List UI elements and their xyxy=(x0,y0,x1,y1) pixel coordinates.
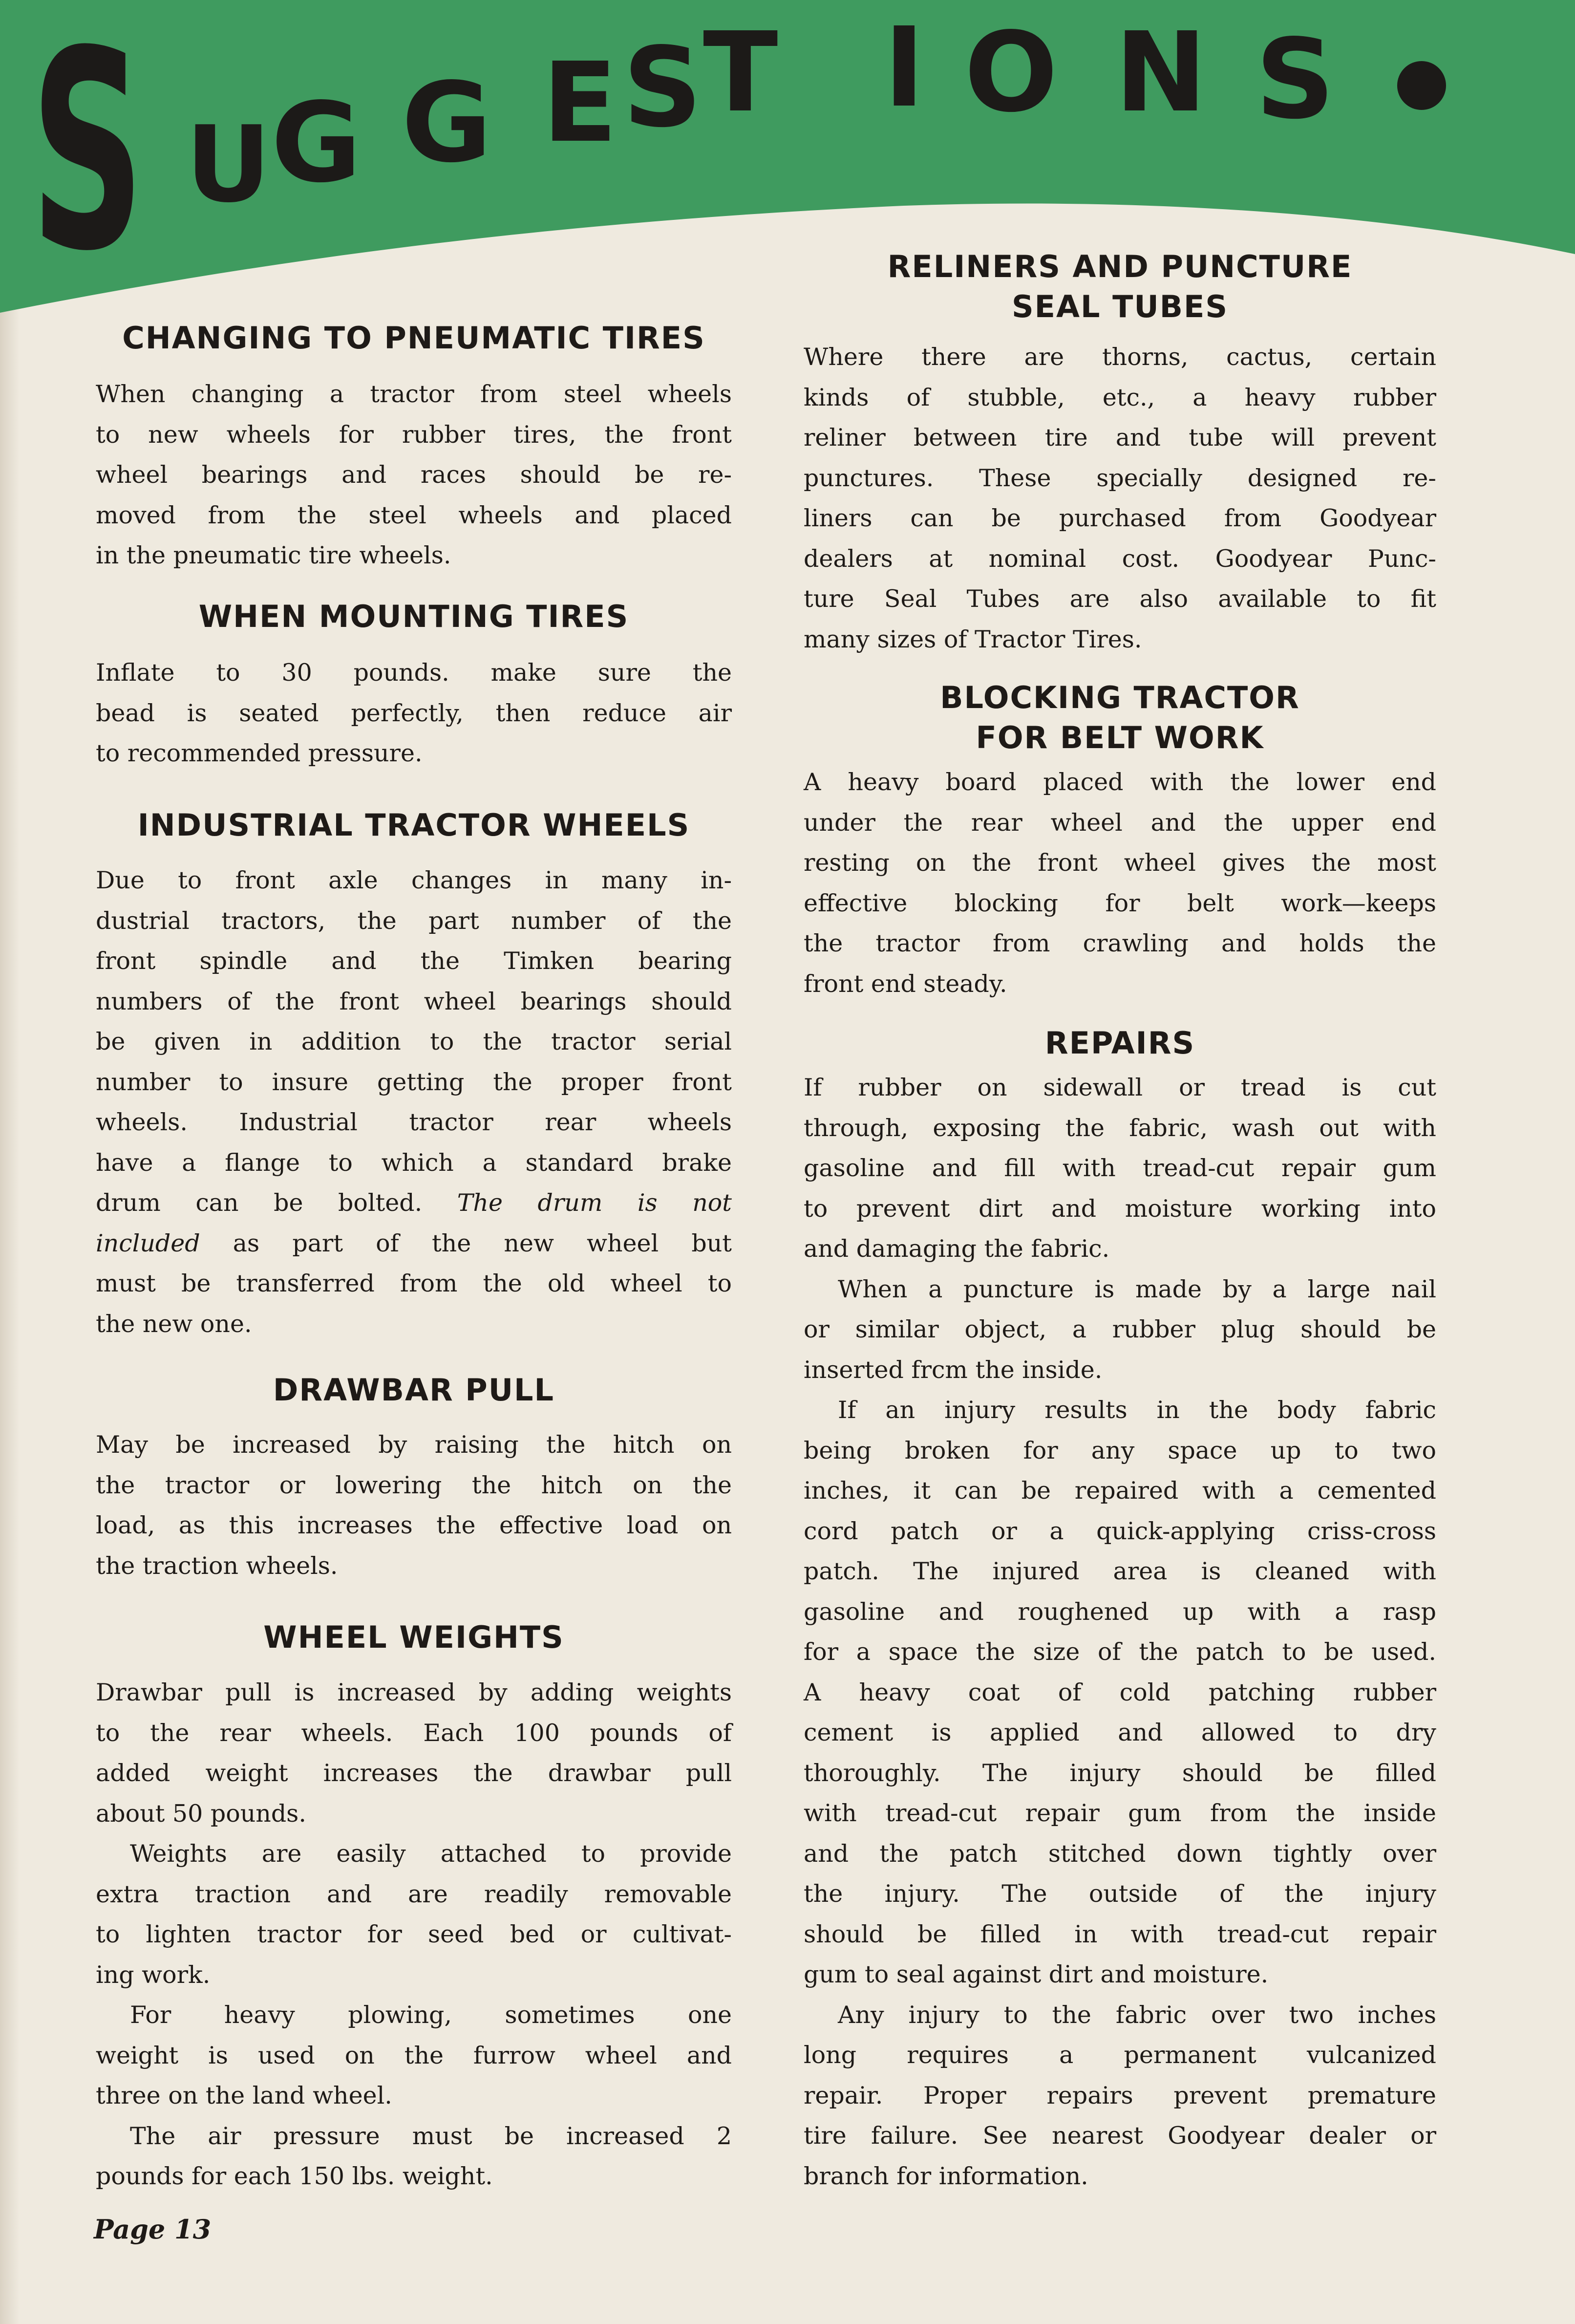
text-line: dealers at nominal cost. Goodyear Punc- xyxy=(804,544,1436,573)
title-letter: G xyxy=(271,79,362,207)
text-line: Weights are easily attached to provide xyxy=(130,1840,732,1868)
text-line: Due to front axle changes in many in- xyxy=(96,866,732,894)
text-line: to new wheels for rubber tires, the front xyxy=(96,420,732,449)
text-line: and damaging the fabric. xyxy=(804,1235,1110,1263)
text-line: with tread-cut repair gum from the inside xyxy=(804,1799,1436,1827)
paragraph xyxy=(96,653,732,774)
heading-line: FOR BELT WORK xyxy=(976,720,1264,755)
text-line: If rubber on sidewall or tread is cut xyxy=(804,1074,1436,1101)
text-line: weight is used on the furrow wheel and xyxy=(96,2041,732,2069)
heading-line: BLOCKING TRACTOR xyxy=(940,680,1300,715)
text-line: cord patch or a quick-applying criss-cross xyxy=(804,1517,1436,1545)
text-line: patch. The injured area is cleaned with xyxy=(804,1557,1436,1585)
paragraph xyxy=(96,861,732,1344)
section-body xyxy=(804,337,1436,660)
text-run: as part of the new wheel but xyxy=(200,1229,732,1257)
title-letter: O xyxy=(964,9,1058,137)
italic-emphasis: The drum is not xyxy=(457,1189,732,1217)
title-letter: U xyxy=(186,103,271,226)
text-line: Drawbar pull is increased by adding weights xyxy=(96,1678,732,1706)
italic-emphasis: included xyxy=(96,1229,200,1257)
text-line: or similar object, a rubber plug should be xyxy=(804,1315,1436,1343)
paragraph xyxy=(96,1834,732,1995)
text-line: When changing a tractor from steel wheels xyxy=(96,380,732,408)
text-line: load, as this increases the effective load on xyxy=(96,1511,732,1539)
text-line: long requires a permanent vulcanized xyxy=(804,2041,1436,2069)
text-line: and the patch stitched down tightly over xyxy=(804,1839,1436,1868)
text-line: through, exposing the fabric, wash out with xyxy=(804,1114,1436,1142)
paragraph xyxy=(96,1425,732,1586)
heading-line: DRAWBAR PULL xyxy=(273,1372,555,1408)
text-line: thoroughly. The injury should be filled xyxy=(804,1759,1436,1787)
text-line: be given in addition to the tractor serial xyxy=(96,1028,732,1055)
text-line: added weight increases the drawbar pull xyxy=(96,1759,732,1787)
text-line: pounds for each 150 lbs. weight. xyxy=(96,2162,493,2190)
text-line: to recommended pressure. xyxy=(96,739,423,767)
title-letter: N xyxy=(1115,9,1207,137)
text-line: wheel bearings and races should be re- xyxy=(96,461,732,489)
section-heading xyxy=(96,318,732,358)
section-heading xyxy=(804,247,1436,327)
heading-line: RELINERS AND PUNCTURE xyxy=(887,249,1353,284)
title-letter: S xyxy=(623,24,702,152)
section-body xyxy=(804,1068,1436,2196)
paragraph xyxy=(804,1068,1436,1270)
section-body xyxy=(96,1425,732,1586)
text-line: A heavy board placed with the lower end xyxy=(804,768,1436,796)
paragraph xyxy=(804,1995,1436,2197)
text-line: moved from the steel wheels and placed xyxy=(96,501,732,529)
text-line: inches, it can be repaired with a cemented xyxy=(804,1477,1436,1505)
text-line: When a puncture is made by a large nail xyxy=(838,1275,1436,1303)
title-letter: E xyxy=(542,39,617,167)
paragraph xyxy=(804,1270,1436,1391)
text-line: Any injury to the fabric over two inches xyxy=(838,2001,1436,2029)
section-body xyxy=(96,1673,732,2197)
text-line: to lighten tractor for seed bed or cultivat- xyxy=(96,1920,732,1948)
section-body xyxy=(96,861,732,1344)
text-line: front end steady. xyxy=(804,969,1007,998)
section-heading xyxy=(96,1617,732,1657)
text-line: bead is seated perfectly, then reduce air xyxy=(96,699,732,727)
text-line: extra traction and are readily removable xyxy=(96,1880,732,1908)
text-line xyxy=(96,1224,732,1264)
text-line: tire failure. See nearest Goodyear dealer or xyxy=(804,2122,1436,2150)
text-line: many sizes of Tractor Tires. xyxy=(804,625,1142,653)
text-line: Inflate to 30 pounds. make sure the xyxy=(96,659,732,687)
text-line: resting on the front wheel gives the most xyxy=(804,849,1436,877)
title-bullet xyxy=(1397,61,1446,110)
text-line: repair. Proper repairs prevent premature xyxy=(804,2081,1436,2109)
text-line: the injury. The outside of the injury xyxy=(804,1880,1436,1908)
page-number: Page 13 xyxy=(94,2214,212,2245)
text-line: about 50 pounds. xyxy=(96,1799,306,1828)
text-line: the new one. xyxy=(96,1310,252,1338)
text-line: The air pressure must be increased 2 xyxy=(130,2122,732,2150)
text-line: being broken for any space up to two xyxy=(804,1436,1436,1464)
heading-line: REPAIRS xyxy=(1044,1025,1195,1061)
text-line: wheels. Industrial tractor rear wheels xyxy=(96,1108,732,1136)
text-line: the traction wheels. xyxy=(96,1551,338,1580)
text-run: drum can be bolted. xyxy=(96,1189,457,1217)
title-letter: I xyxy=(884,4,925,132)
text-line: For heavy plowing, sometimes one xyxy=(130,2001,732,2029)
text-line: must be transferred from the old wheel to xyxy=(96,1270,732,1297)
section-heading xyxy=(96,597,732,637)
text-line: the tractor from crawling and holds the xyxy=(804,929,1436,957)
paragraph xyxy=(96,374,732,576)
page-edge-shadow xyxy=(0,0,20,2324)
section-heading xyxy=(96,1370,732,1410)
text-line: to prevent dirt and moisture working into xyxy=(804,1194,1436,1223)
text-line: reliner between tire and tube will prevent xyxy=(804,424,1436,452)
title-letter: S xyxy=(30,0,145,311)
text-line: should be filled in with tread-cut repair xyxy=(804,1920,1436,1948)
text-line: dustrial tractors, the part number of the xyxy=(96,906,732,935)
text-line: number to insure getting the proper front xyxy=(96,1068,732,1096)
text-line: punctures. These specially designed re- xyxy=(804,464,1436,492)
heading-line: CHANGING TO PNEUMATIC TIRES xyxy=(122,320,705,356)
text-line: gasoline and fill with tread-cut repair gum xyxy=(804,1154,1436,1182)
section-heading xyxy=(96,805,732,845)
text-line: kinds of stubble, etc., a heavy rubber xyxy=(804,383,1436,411)
section-heading xyxy=(804,678,1436,758)
text-line: ing work. xyxy=(96,1960,211,1989)
text-line: inserted frcm the inside. xyxy=(804,1356,1103,1384)
text-line: branch for information. xyxy=(804,2162,1088,2190)
text-line: Where there are thorns, cactus, certain xyxy=(804,343,1436,371)
text-line: ture Seal Tubes are also available to fit xyxy=(804,585,1436,613)
heading-line: WHEEL WEIGHTS xyxy=(263,1619,564,1655)
title-letter: S xyxy=(1256,16,1335,144)
text-line: gum to seal against dirt and moisture. xyxy=(804,1960,1269,1988)
text-line: If an injury results in the body fabric xyxy=(838,1396,1436,1424)
text-line: to the rear wheels. Each 100 pounds of xyxy=(96,1719,732,1747)
title-letter: G xyxy=(402,59,492,187)
text-line xyxy=(96,1183,732,1224)
heading-line: SEAL TUBES xyxy=(1012,289,1228,324)
text-line: for a space the size of the patch to be used. xyxy=(804,1638,1436,1666)
section-body xyxy=(804,762,1436,1004)
title-letter: T xyxy=(703,9,778,137)
text-line: effective blocking for belt work—keeps xyxy=(804,889,1436,917)
section-body xyxy=(96,374,732,576)
paragraph xyxy=(804,1390,1436,1995)
text-line: gasoline and roughened up with a rasp xyxy=(804,1597,1436,1626)
heading-line: INDUSTRIAL TRACTOR WHEELS xyxy=(137,807,690,843)
section-heading xyxy=(804,1023,1436,1063)
text-line: under the rear wheel and the upper end xyxy=(804,808,1436,837)
paragraph xyxy=(96,1673,732,1834)
text-line: in the pneumatic tire wheels. xyxy=(96,541,451,569)
paragraph xyxy=(96,2116,732,2197)
text-line: liners can be purchased from Goodyear xyxy=(804,504,1436,532)
text-line: front spindle and the Timken bearing xyxy=(96,947,732,975)
section-body xyxy=(96,653,732,774)
text-line: numbers of the front wheel bearings should xyxy=(96,987,732,1015)
text-line: have a flange to which a standard brake xyxy=(96,1148,732,1177)
heading-line: WHEN MOUNTING TIRES xyxy=(198,599,629,634)
text-line: A heavy coat of cold patching rubber xyxy=(804,1678,1436,1706)
paragraph xyxy=(804,337,1436,660)
text-line: three on the land wheel. xyxy=(96,2082,392,2109)
text-line: the tractor or lowering the hitch on the xyxy=(96,1471,732,1499)
text-line: cement is applied and allowed to dry xyxy=(804,1719,1436,1746)
paragraph xyxy=(804,762,1436,1004)
text-line: May be increased by raising the hitch on xyxy=(96,1431,732,1459)
paragraph xyxy=(96,1995,732,2116)
